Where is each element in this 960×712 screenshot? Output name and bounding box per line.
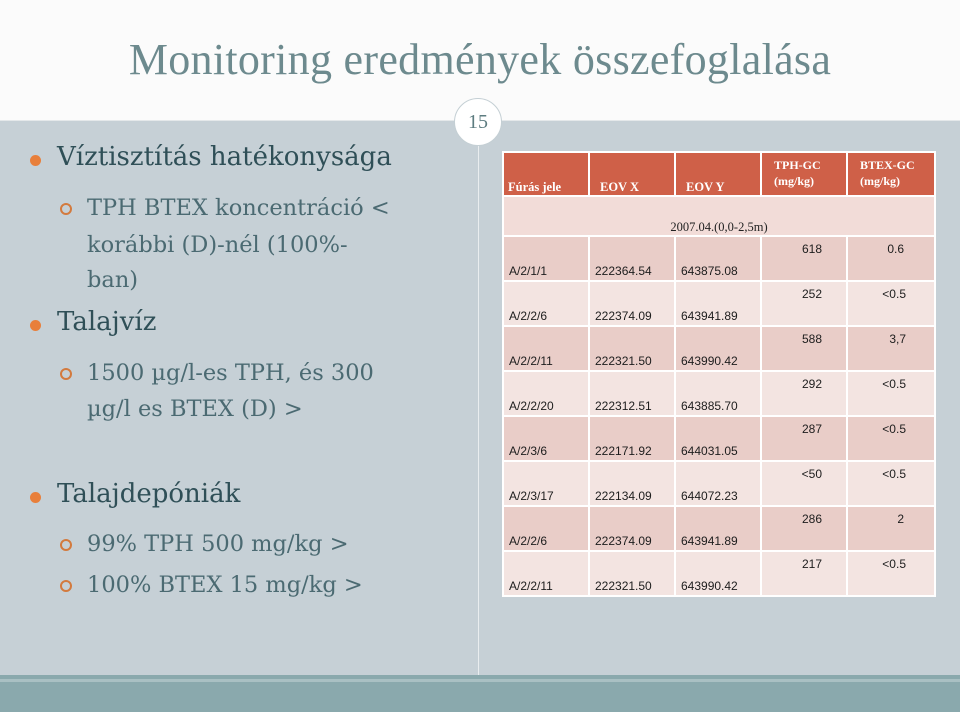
sampling-date: 2007.04.(0,0-2,5m) [503, 196, 935, 236]
cell-tph: 588 [761, 326, 847, 371]
col-header-btex-unit: (mg/kg) [860, 174, 900, 188]
table-row [503, 551, 935, 596]
cell-id: A/2/2/6 [503, 281, 589, 326]
footer-strip [0, 679, 960, 682]
cell-id: A/2/3/17 [503, 461, 589, 506]
table-row [503, 236, 935, 281]
cell-id: A/2/3/6 [503, 416, 589, 461]
col-header-btex [847, 152, 935, 196]
sub-line: ban) [87, 267, 139, 293]
cell-btex: 3,7 [847, 326, 935, 371]
vertical-divider [478, 120, 479, 675]
slide-title: Monitoring eredmények összefoglalása [128, 35, 832, 84]
table-row [503, 281, 935, 326]
cell-x: 222134.09 [589, 461, 675, 506]
cell-x: 222321.50 [589, 551, 675, 596]
sub-line: 1500 µg/l-es TPH, és 300 [87, 360, 374, 386]
table-row [503, 371, 935, 416]
cell-btex: <0.5 [847, 416, 935, 461]
cell-x: 222364.54 [589, 236, 675, 281]
table-row [503, 326, 935, 371]
cell-btex: <0.5 [847, 281, 935, 326]
col-header-tph-name: TPH-GC [774, 158, 821, 172]
bullet-label: Talajdepóniák [57, 479, 241, 509]
col-header-tph-unit: (mg/kg) [774, 174, 814, 188]
cell-x: 222312.51 [589, 371, 675, 416]
cell-id: A/2/2/20 [503, 371, 589, 416]
cell-id: A/2/1/1 [503, 236, 589, 281]
cell-tph: 217 [761, 551, 847, 596]
table-header-row [503, 152, 935, 196]
cell-y: 643875.08 [675, 236, 761, 281]
bullet-label: Talajvíz [57, 307, 157, 337]
bullet-dot-icon [30, 155, 41, 166]
cell-y: 643990.42 [675, 551, 761, 596]
col-header-eov-y: EOV Y [675, 152, 761, 196]
sub-line: µg/l es BTEX (D) > [87, 396, 303, 422]
table-row [503, 506, 935, 551]
cell-tph: 286 [761, 506, 847, 551]
cell-btex: 0.6 [847, 236, 935, 281]
cell-btex: <0.5 [847, 371, 935, 416]
cell-tph: 252 [761, 281, 847, 326]
sub-line: 100% BTEX 15 mg/kg > [87, 572, 363, 598]
cell-y: 644031.05 [675, 416, 761, 461]
cell-x: 222321.50 [589, 326, 675, 371]
sub-line: 99% TPH 500 mg/kg > [87, 531, 349, 557]
cell-y: 643885.70 [675, 371, 761, 416]
ring-bullet-icon [60, 368, 72, 380]
bullet-dot-icon [30, 492, 41, 503]
cell-x: 222171.92 [589, 416, 675, 461]
col-header-tph [761, 152, 847, 196]
ring-bullet-icon [60, 539, 72, 551]
sub-line: korábbi (D)-nél (100%- [87, 232, 348, 258]
date-row [503, 196, 935, 236]
cell-y: 643941.89 [675, 281, 761, 326]
ring-bullet-icon [60, 580, 72, 592]
sub-line: TPH BTEX koncentráció < [87, 195, 390, 221]
cell-btex: 2 [847, 506, 935, 551]
cell-y: 644072.23 [675, 461, 761, 506]
cell-y: 643941.89 [675, 506, 761, 551]
cell-y: 643990.42 [675, 326, 761, 371]
table-row [503, 461, 935, 506]
ring-bullet-icon [60, 203, 72, 215]
cell-id: A/2/2/11 [503, 326, 589, 371]
cell-x: 222374.09 [589, 281, 675, 326]
cell-tph: 618 [761, 236, 847, 281]
bullet-dot-icon [30, 320, 41, 331]
bullet-label: Víztisztítás hatékonysága [57, 142, 392, 172]
cell-x: 222374.09 [589, 506, 675, 551]
col-header-id: Fúrás jele [503, 152, 589, 196]
cell-id: A/2/2/6 [503, 506, 589, 551]
col-header-btex-name: BTEX-GC [860, 158, 915, 172]
cell-btex: <0.5 [847, 461, 935, 506]
col-header-eov-x: EOV X [589, 152, 675, 196]
cell-tph: <50 [761, 461, 847, 506]
cell-tph: 287 [761, 416, 847, 461]
cell-id: A/2/2/11 [503, 551, 589, 596]
cell-tph: 292 [761, 371, 847, 416]
page-number: 15 [454, 98, 502, 146]
results-table [502, 151, 936, 597]
cell-btex: <0.5 [847, 551, 935, 596]
footer-bar [0, 675, 960, 712]
table-row [503, 416, 935, 461]
